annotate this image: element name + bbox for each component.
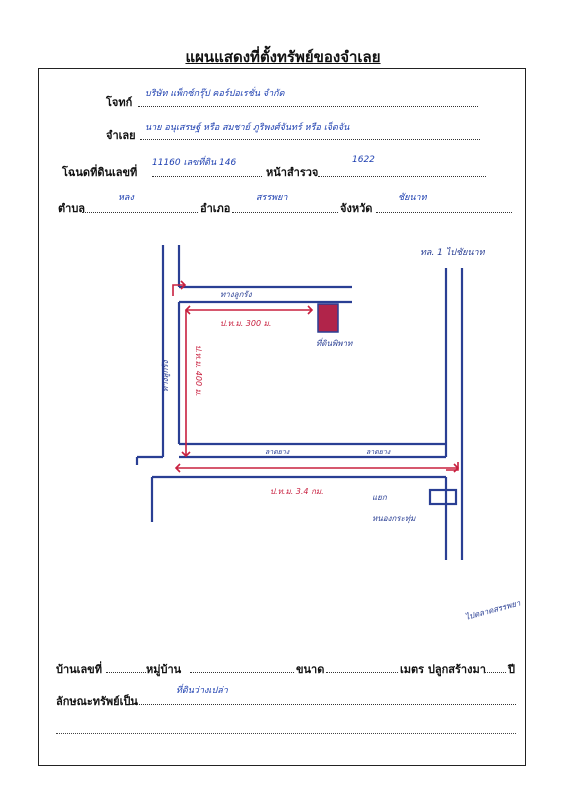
deed-label: โฉนดที่ดินเลขที่ <box>62 166 138 179</box>
plaintiff-label: โจทก์ <box>106 96 133 109</box>
property-type-line <box>130 704 516 705</box>
meter-label: เมตร ปลูกสร้างมา <box>400 663 486 676</box>
deed-value: 11160 เลขที่ดิน 146 <box>152 158 237 168</box>
province-label: จังหวัด <box>340 202 373 215</box>
defendant-label: จำเลย <box>106 129 136 142</box>
left-road-label: ทางลูกรัง <box>161 360 170 392</box>
house-label: บ้านเลขที่ <box>56 663 102 676</box>
year-line <box>484 672 506 673</box>
highway-label: ทล. 1 ไปชัยนาท <box>420 248 485 258</box>
dist-bottom-label: ป.ท.ม. 3.4 กม. <box>270 487 324 496</box>
junction-label: แยก <box>372 493 387 502</box>
size-line <box>326 672 398 673</box>
plaintiff-value: บริษัท แพ็กซ์กรุ๊ป คอร์ปอเรชั่น จำกัด <box>145 89 285 99</box>
defendant-value: นาย อนุเสรษฐ์ หรือ สมชาย์ ภูริพงศ์จันทร์ หรือ เจ็ดจัน <box>145 123 350 133</box>
amphoe-value: สรรพยา <box>256 193 288 203</box>
survey-label: หน้าสำรวจ <box>266 166 319 179</box>
dist-top-label: ป.ท.ม. 300 ม. <box>220 319 272 328</box>
dist-left-label: ป.ท.ม. 400 ม. <box>194 345 203 397</box>
house-line <box>106 672 146 673</box>
province-value: ชัยนาท <box>398 193 427 203</box>
town-label: ไปตลาดสรรพยา <box>464 598 522 622</box>
amphoe-label: อำเภอ <box>200 202 231 215</box>
property-type-value: ที่ดินว่างเปล่า <box>176 686 228 696</box>
tambon-value: หลง <box>118 193 134 203</box>
mid-road-label-a: ลาดยาง <box>265 448 290 456</box>
page-title: แผนแสดงที่ตั้งทรัพย์ของจำเลย <box>185 48 381 66</box>
village-line <box>190 672 294 673</box>
junction-sub-label: หนองกระทุ่ม <box>372 514 416 523</box>
property-type-label: ลักษณะทรัพย์เป็น <box>56 695 138 708</box>
extra-line <box>56 733 516 734</box>
top-road-label: ทางลูกรัง <box>220 290 252 299</box>
mid-road-label-b: ลาดยาง <box>366 448 391 456</box>
property-label: ที่ดินพิพาท <box>316 339 353 348</box>
junction-box <box>430 490 456 504</box>
size-label: ขนาด <box>296 663 325 676</box>
tambon-label: ตำบล <box>58 202 86 215</box>
year-label: ปี <box>508 663 515 676</box>
village-label: หมู่บ้าน <box>146 663 182 676</box>
property-plot <box>318 304 338 332</box>
survey-value: 1622 <box>352 155 375 165</box>
